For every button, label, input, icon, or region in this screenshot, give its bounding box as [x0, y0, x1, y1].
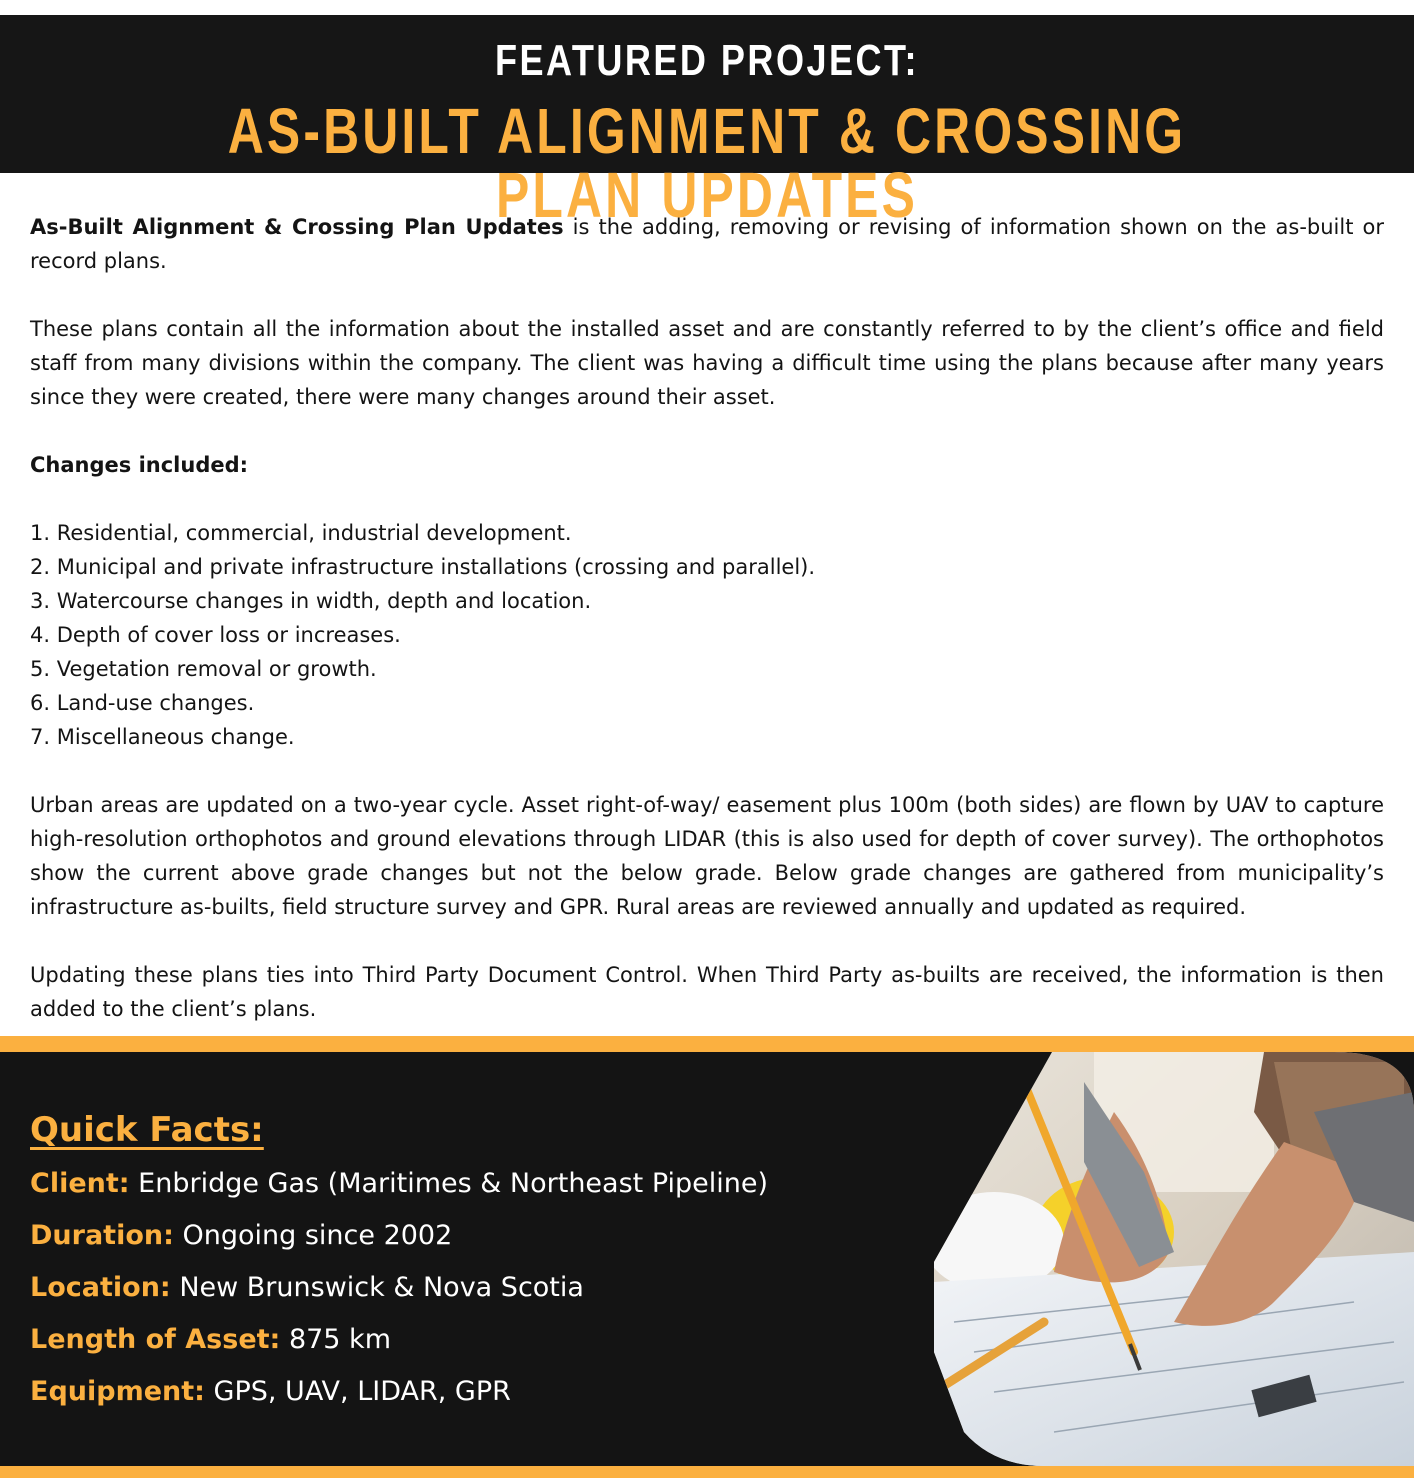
drafting-photo-illustration: [934, 1052, 1414, 1466]
project-photo: [934, 1052, 1414, 1466]
fact-client: [30, 1168, 768, 1199]
fact-location: [30, 1272, 584, 1303]
list-item: 7. Miscellaneous change.: [30, 725, 295, 749]
fact-duration-label: Duration:: [30, 1220, 174, 1251]
context-paragraph: These plans contain all the information about the installed asset and are constantly referred to by the client’s office and field staff from many divisions within the company. The client was having a difficult time using the plans because after many years since they were created, there were many changes around their asset.: [30, 317, 1384, 409]
list-item: 5. Vegetation removal or growth.: [30, 657, 377, 681]
quick-facts-title: Quick Facts:: [30, 1110, 264, 1150]
fact-location-value: New Brunswick & Nova Scotia: [179, 1272, 584, 1303]
fact-length-label: Length of Asset:: [30, 1324, 281, 1355]
header-kicker: FEATURED PROJECT:: [494, 36, 920, 85]
list-item: 2. Municipal and private infrastructure installations (crossing and parallel).: [30, 555, 816, 579]
intro-text: is the adding, removing or revising of information shown on the as-built or record plans.: [30, 215, 1384, 273]
list-item: 1. Residential, commercial, industrial development.: [30, 521, 572, 545]
fact-equipment-value: GPS, UAV, LIDAR, GPR: [213, 1376, 511, 1407]
fact-equipment-label: Equipment:: [30, 1376, 205, 1407]
divider-bottom: [0, 1466, 1414, 1478]
process-paragraph: Urban areas are updated on a two-year cycle. Asset right-of-way/ easement plus 100m (both sides) are flown by UAV to capture high-resolution orthophotos and ground elevations through LIDAR (this is also used for depth of cover survey). The orthophotos show the current above grade changes but not the below grade. Below grade changes are gathered from municipality’s infrastructure as-builts, field structure survey and GPR. Rural areas are reviewed annually and updated as required.: [30, 793, 1384, 919]
divider-top: [0, 1036, 1414, 1052]
fact-duration-value: Ongoing since 2002: [182, 1220, 453, 1251]
changes-list: [30, 516, 1384, 754]
main-content: [30, 210, 1384, 1060]
fact-location-label: Location:: [30, 1272, 171, 1303]
list-item: 3. Watercourse changes in width, depth and location.: [30, 589, 592, 613]
fact-length: [30, 1324, 391, 1355]
list-item: 4. Depth of cover loss or increases.: [30, 623, 401, 647]
fact-client-label: Client:: [30, 1168, 130, 1199]
fact-equipment: [30, 1376, 511, 1407]
fact-client-value: Enbridge Gas (Maritimes & Northeast Pipeline): [138, 1168, 769, 1199]
intro-paragraph: [30, 210, 1384, 278]
document-control-paragraph: Updating these plans ties into Third Party Document Control. When Third Party as-builts are received, the information is then added to the client’s plans.: [30, 963, 1384, 1021]
intro-bold: As-Built Alignment & Crossing Plan Updates: [30, 215, 564, 239]
fact-duration: [30, 1220, 452, 1251]
list-item: 6. Land-use changes.: [30, 691, 255, 715]
header-banner: [0, 15, 1414, 231]
page-title: AS-BUILT ALIGNMENT & CROSSING PLAN UPDATES: [227, 95, 1187, 231]
quick-facts-panel: [0, 1052, 1414, 1466]
fact-length-value: 875 km: [288, 1324, 391, 1355]
changes-heading: Changes included:: [30, 453, 249, 477]
